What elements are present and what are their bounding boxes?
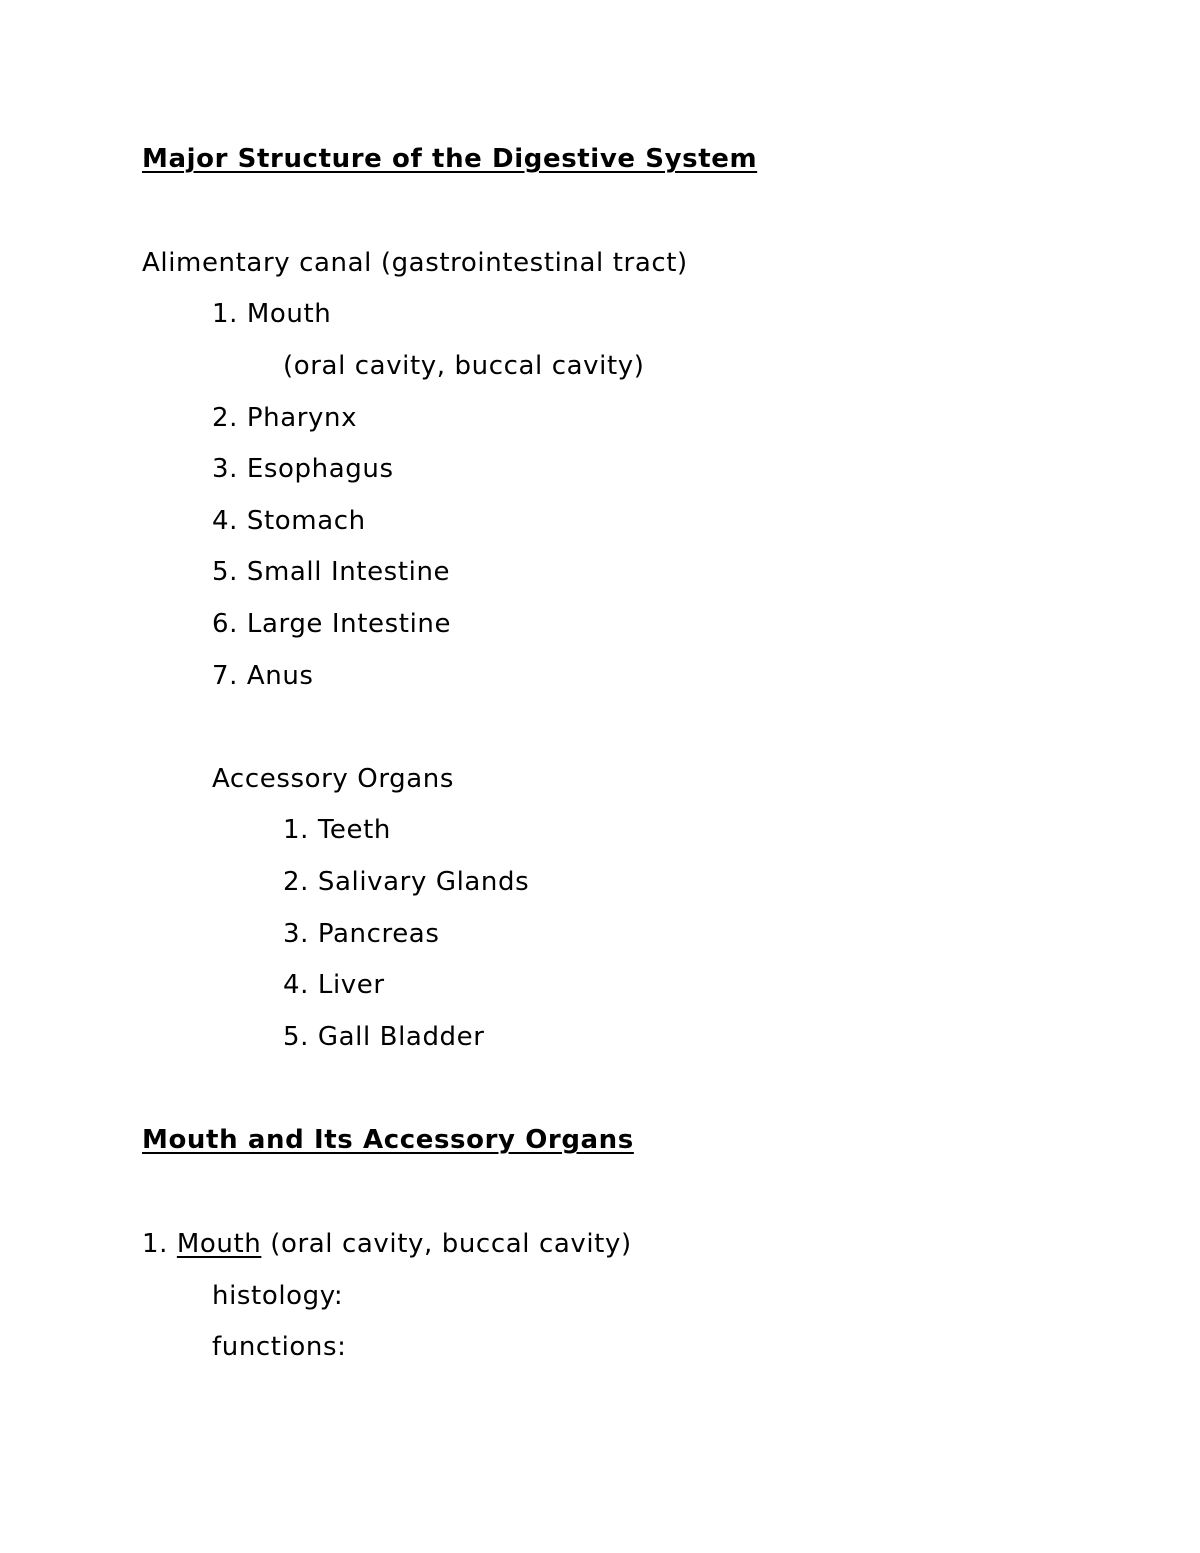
list-item: 1. Mouth	[212, 299, 332, 329]
list-item: 4. Stomach	[212, 506, 366, 536]
alimentary-canal-title: Alimentary canal (gastrointestinal tract)	[142, 248, 688, 278]
list-item: 1. Teeth	[283, 815, 392, 845]
mouth-entry-number: 1.	[142, 1229, 177, 1259]
list-item: 7. Anus	[212, 661, 314, 691]
list-item: 6. Large Intestine	[212, 609, 452, 639]
main-heading: Major Structure of the Digestive System	[142, 144, 758, 174]
functions-label: functions:	[212, 1332, 347, 1362]
histology-label: histology:	[212, 1281, 344, 1311]
list-item: 2. Pharynx	[212, 403, 358, 433]
list-item: 4. Liver	[283, 970, 385, 1000]
accessory-organs-title: Accessory Organs	[212, 764, 455, 794]
mouth-entry	[142, 1228, 632, 1260]
mouth-term: Mouth	[176, 1229, 262, 1259]
list-item: 3. Pancreas	[283, 919, 440, 949]
section-heading: Mouth and Its Accessory Organs	[142, 1125, 634, 1155]
list-item: 3. Esophagus	[212, 454, 394, 484]
list-item: 2. Salivary Glands	[283, 867, 530, 897]
list-item: 5. Gall Bladder	[283, 1022, 485, 1052]
mouth-entry-description: (oral cavity, buccal cavity)	[261, 1229, 632, 1259]
list-item: 5. Small Intestine	[212, 557, 451, 587]
list-item-note: (oral cavity, buccal cavity)	[283, 351, 645, 381]
